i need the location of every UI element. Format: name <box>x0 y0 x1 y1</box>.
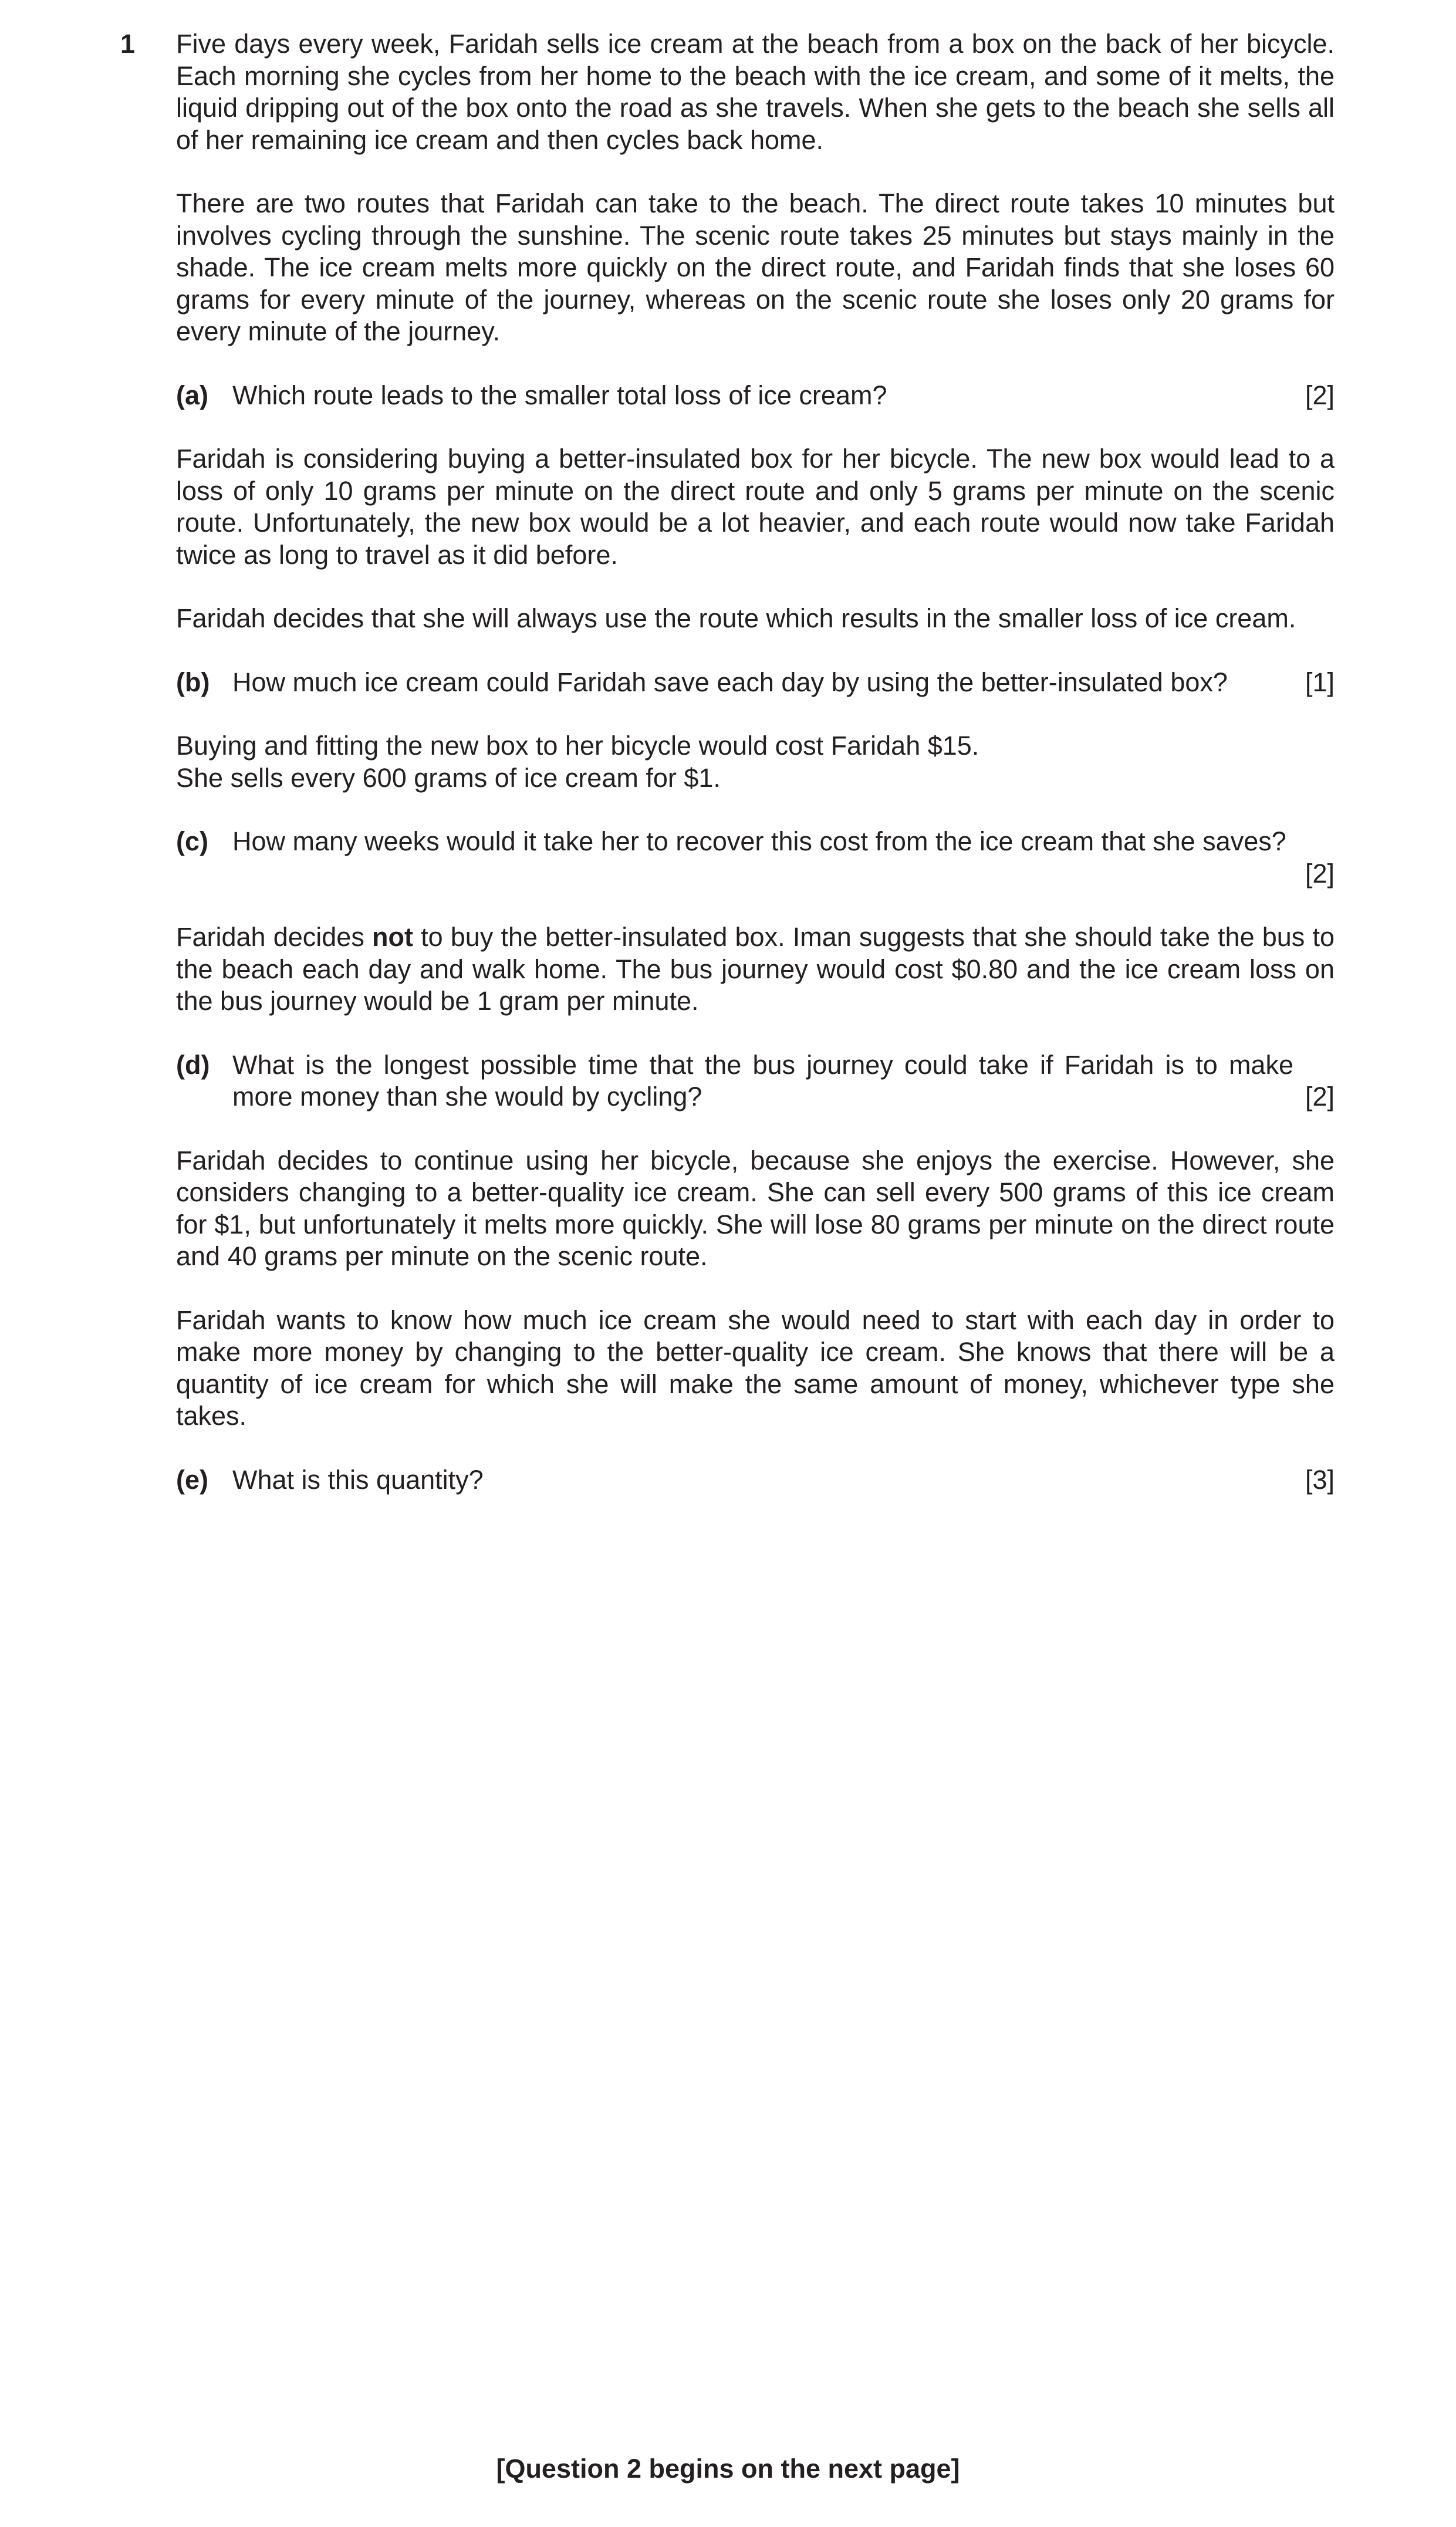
paragraph-8: Faridah wants to know how much ice cream she would need to start with each day in order to make more money by changing to the better-quality ice cream. She knows that there will be a quantity of ice cream for which she will make the same amount of money, whichever type she takes. <box>176 1305 1335 1431</box>
intro-paragraph-2: There are two routes that Faridah can take to the beach. The direct route takes 10 minutes but involves cycling through the sunshine. The scenic route takes 25 minutes but stays mainly in the shade. The ice cream melts more quickly on the direct route, and Faridah finds that she loses 60 grams for every minute of the journey, whereas on the scenic route she loses only 20 grams for every minute of the journey. <box>176 188 1335 346</box>
page-footer: [Question 2 begins on the next page] <box>496 2454 960 2484</box>
part-b-label: (b) <box>176 667 210 697</box>
part-c <box>176 826 1335 890</box>
part-a-text: Which route leads to the smaller total loss of ice cream? <box>232 380 887 410</box>
part-d-label: (d) <box>176 1049 210 1080</box>
part-c-text: How many weeks would it take her to recover this cost from the ice cream that she saves? <box>232 826 1286 856</box>
part-b <box>176 667 1335 699</box>
paragraph-5-line-2: She sells every 600 grams of ice cream for $1. <box>176 762 721 793</box>
paragraph-7: Faridah decides to continue using her bicycle, because she enjoys the exercise. However, she considers changing to a better-quality ice cream. She can sell every 500 grams of this ice cream for $1, but unfortunately it melts more quickly. She will lose 80 grams per minute on the direct route and 40 grams per minute on the scenic route. <box>176 1145 1335 1271</box>
paragraph-6-emphasis: not <box>371 922 413 952</box>
part-c-label: (c) <box>176 826 208 856</box>
part-d <box>176 1049 1335 1113</box>
part-b-marks: [1] <box>1305 667 1335 697</box>
paragraph-5-line-1: Buying and fitting the new box to her bicycle would cost Faridah $15. <box>176 731 979 761</box>
part-d-text: What is the longest possible time that the bus journey could take if Faridah is to make more money than she would by cycling? <box>232 1049 1293 1112</box>
question-content <box>176 28 1335 1528</box>
paragraph-4: Faridah decides that she will always use the route which results in the smaller loss of ice cream. <box>176 603 1296 633</box>
question-number: 1 <box>120 29 136 59</box>
part-c-marks: [2] <box>1305 858 1335 888</box>
part-e-label: (e) <box>176 1464 208 1495</box>
intro-paragraph-1: Five days every week, Faridah sells ice cream at the beach from a box on the back of her bicycle. Each morning she cycles from her home to the beach with the ice cream, and some of it melts, the liquid dripping out of the box onto the road as she travels. When she gets to the beach she sells all of her remaining ice cream and then cycles back home. <box>176 29 1335 155</box>
part-b-text: How much ice cream could Faridah save each day by using the better-insulated box? <box>232 667 1228 697</box>
part-e <box>176 1464 1335 1496</box>
paragraph-6-start: Faridah decides <box>176 922 372 952</box>
part-e-marks: [3] <box>1305 1464 1335 1495</box>
part-a <box>176 380 1335 412</box>
paragraph-6 <box>176 921 1335 1018</box>
paragraph-5 <box>176 730 1335 794</box>
part-a-marks: [2] <box>1305 380 1335 410</box>
paragraph-3: Faridah is considering buying a better-insulated box for her bicycle. The new box would lead to a loss of only 10 grams per minute on the direct route and only 5 grams per minute on the scenic route. Unfortunately, the new box would be a lot heavier, and each route would now take Faridah twice as long to travel as it did before. <box>176 444 1335 570</box>
part-a-label: (a) <box>176 380 208 410</box>
paragraph-6-rest: to buy the better-insulated box. Iman suggests that she should take the bus to the beach each day and walk home. The bus journey would cost $0.80 and the ice cream loss on the bus journey would be 1 gram per minute. <box>176 922 1335 1016</box>
part-d-marks: [2] <box>1305 1082 1335 1112</box>
part-e-text: What is this quantity? <box>232 1464 484 1495</box>
